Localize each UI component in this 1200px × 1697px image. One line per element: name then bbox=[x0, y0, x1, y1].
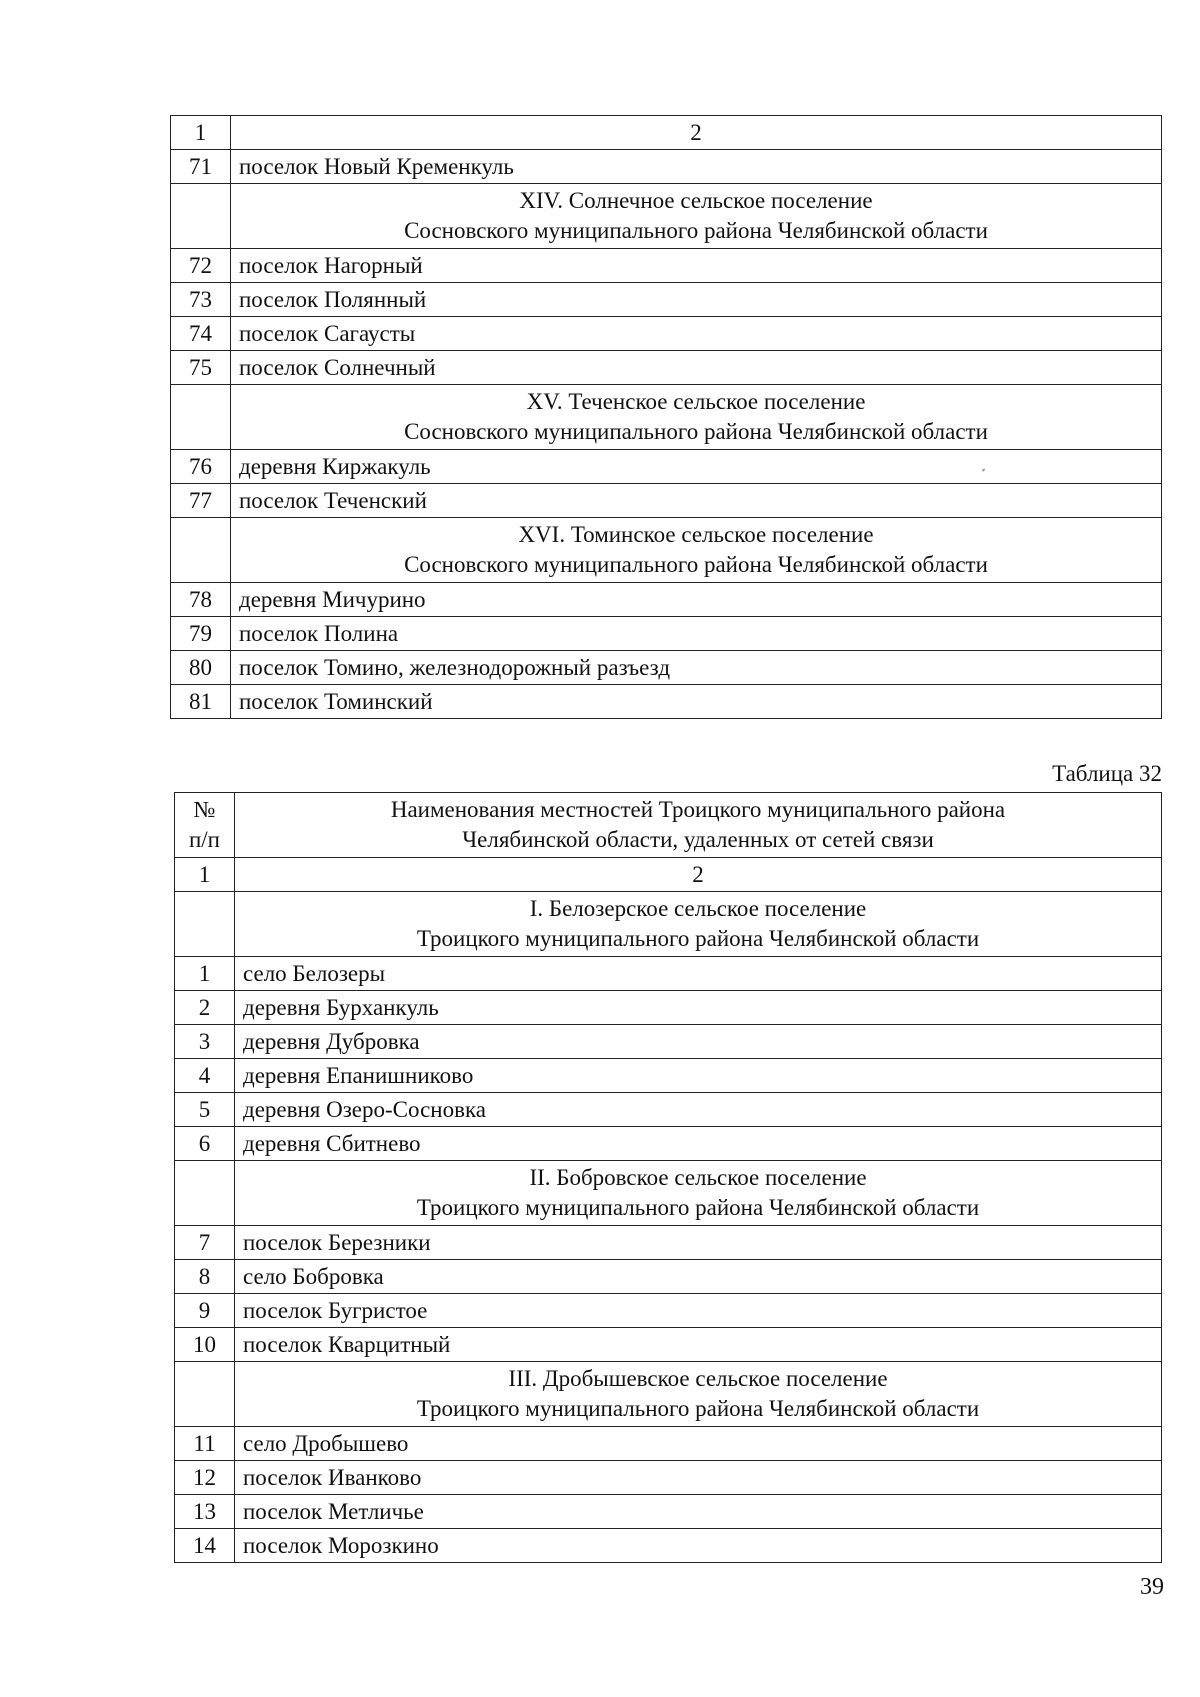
row-number: 14 bbox=[175, 1529, 235, 1563]
table-row bbox=[175, 957, 1162, 991]
header-number-cell bbox=[175, 793, 235, 858]
settlement-name: село Дробышево bbox=[235, 1427, 1162, 1461]
section-district: Сосновского муниципального района Челябинской области bbox=[404, 419, 988, 444]
settlement-name: село Бобровка bbox=[235, 1260, 1162, 1294]
settlement-name: деревня Бурханкуль bbox=[235, 991, 1162, 1025]
row-number: 76 bbox=[171, 450, 231, 484]
table-row bbox=[171, 450, 1162, 484]
table-row bbox=[171, 317, 1162, 351]
section-district: Сосновского муниципального района Челябинской области bbox=[404, 552, 988, 577]
section-number-cell bbox=[171, 385, 231, 450]
section-title: III. Дробышевское сельское поселение bbox=[508, 1366, 888, 1391]
settlement-name: поселок Сагаусты bbox=[231, 317, 1162, 351]
section-header-row bbox=[175, 1362, 1162, 1427]
settlement-name: поселок Полина bbox=[231, 617, 1162, 651]
table-row bbox=[175, 1461, 1162, 1495]
settlement-name: поселок Бугристое bbox=[235, 1294, 1162, 1328]
row-number: 7 bbox=[175, 1226, 235, 1260]
settlement-name: поселок Иванково bbox=[235, 1461, 1162, 1495]
section-title-cell bbox=[231, 385, 1162, 450]
table-row bbox=[175, 1127, 1162, 1161]
section-title: XIV. Солнечное сельское поселение bbox=[519, 188, 873, 213]
row-number: 80 bbox=[171, 651, 231, 685]
row-number: 81 bbox=[171, 685, 231, 719]
row-number: 73 bbox=[171, 283, 231, 317]
settlement-name: поселок Нагорный bbox=[231, 249, 1162, 283]
table-row bbox=[175, 1294, 1162, 1328]
table-row bbox=[175, 1495, 1162, 1529]
table-row bbox=[171, 617, 1162, 651]
row-number: 78 bbox=[171, 583, 231, 617]
header-number-sign: № bbox=[193, 797, 216, 822]
table-row bbox=[175, 1059, 1162, 1093]
table-row bbox=[175, 1260, 1162, 1294]
header-title-line: Наименования местностей Троицкого муниципального района bbox=[390, 797, 1006, 822]
table-row bbox=[171, 685, 1162, 719]
page-number: 39 bbox=[1140, 1574, 1164, 1600]
section-district: Троицкого муниципального района Челябинской области bbox=[416, 1195, 980, 1220]
row-number: 10 bbox=[175, 1328, 235, 1362]
column-number-row bbox=[175, 858, 1162, 892]
settlement-name: село Белозеры bbox=[235, 957, 1162, 991]
table-row bbox=[171, 351, 1162, 385]
table-row bbox=[171, 150, 1162, 184]
section-header-row bbox=[171, 385, 1162, 450]
table-row bbox=[171, 484, 1162, 518]
table-row bbox=[171, 283, 1162, 317]
row-number: 3 bbox=[175, 1025, 235, 1059]
row-number: 79 bbox=[171, 617, 231, 651]
row-number: 2 bbox=[175, 991, 235, 1025]
row-number: 11 bbox=[175, 1427, 235, 1461]
column-number-cell: 1 bbox=[171, 116, 231, 150]
row-number: 12 bbox=[175, 1461, 235, 1495]
settlement-name: деревня Епанишниково bbox=[235, 1059, 1162, 1093]
table-body bbox=[171, 150, 1162, 719]
table-row bbox=[171, 249, 1162, 283]
settlement-name: поселок Полянный bbox=[231, 283, 1162, 317]
row-number: 4 bbox=[175, 1059, 235, 1093]
section-title: I. Белозерское сельское поселение bbox=[529, 896, 867, 921]
section-header-row bbox=[171, 184, 1162, 249]
section-number-cell bbox=[175, 1362, 235, 1427]
settlement-name: поселок Морозкино bbox=[235, 1529, 1162, 1563]
settlement-name: поселок Кварцитный bbox=[235, 1328, 1162, 1362]
table-row bbox=[175, 1093, 1162, 1127]
section-header-row bbox=[175, 892, 1162, 957]
table-head-row bbox=[175, 793, 1162, 858]
header-title-cell bbox=[235, 793, 1162, 858]
section-district: Троицкого муниципального района Челябинской области bbox=[416, 1396, 980, 1421]
row-number: 1 bbox=[175, 957, 235, 991]
table-row bbox=[175, 1226, 1162, 1260]
section-title-cell bbox=[235, 892, 1162, 957]
column-number-cell: 2 bbox=[235, 858, 1162, 892]
settlement-name: поселок Томино, железнодорожный разъезд bbox=[231, 651, 1162, 685]
table-row bbox=[175, 1328, 1162, 1362]
settlement-name: поселок Новый Кременкуль bbox=[231, 150, 1162, 184]
row-number: 6 bbox=[175, 1127, 235, 1161]
row-number: 13 bbox=[175, 1495, 235, 1529]
section-header-row bbox=[171, 518, 1162, 583]
settlement-name: деревня Озеро-Сосновка bbox=[235, 1093, 1162, 1127]
table-row bbox=[171, 583, 1162, 617]
section-district: Сосновского муниципального района Челябинской области bbox=[404, 218, 988, 243]
column-number-cell: 1 bbox=[175, 858, 235, 892]
section-district: Троицкого муниципального района Челябинской области bbox=[416, 926, 980, 951]
settlement-name: деревня Дубровка bbox=[235, 1025, 1162, 1059]
troitsky-settlements-table bbox=[174, 792, 1162, 1563]
table-row bbox=[175, 1427, 1162, 1461]
settlement-name: деревня Мичурино bbox=[231, 583, 1162, 617]
settlement-name: поселок Томинский bbox=[231, 685, 1162, 719]
row-number: 71 bbox=[171, 150, 231, 184]
settlement-name: поселок Березники bbox=[235, 1226, 1162, 1260]
section-title: II. Бобровское сельское поселение bbox=[529, 1165, 867, 1190]
section-header-row bbox=[175, 1161, 1162, 1226]
table-row bbox=[175, 991, 1162, 1025]
section-number-cell bbox=[175, 892, 235, 957]
column-number-row bbox=[171, 116, 1162, 150]
section-title-cell bbox=[235, 1362, 1162, 1427]
table-row bbox=[171, 651, 1162, 685]
section-title: XV. Теченское сельское поселение bbox=[526, 389, 866, 414]
table-row bbox=[175, 1025, 1162, 1059]
column-number-cell: 2 bbox=[231, 116, 1162, 150]
header-title-line: Челябинской области, удаленных от сетей связи bbox=[462, 827, 934, 852]
section-number-cell bbox=[175, 1161, 235, 1226]
section-title-cell bbox=[231, 518, 1162, 583]
settlement-name: поселок Теченский bbox=[231, 484, 1162, 518]
row-number: 72 bbox=[171, 249, 231, 283]
table-caption: Таблица 32 bbox=[1052, 761, 1162, 786]
row-number: 74 bbox=[171, 317, 231, 351]
section-title-cell bbox=[231, 184, 1162, 249]
row-number: 9 bbox=[175, 1294, 235, 1328]
settlement-name: деревня Сбитнево bbox=[235, 1127, 1162, 1161]
settlement-name: поселок Метличье bbox=[235, 1495, 1162, 1529]
table-row bbox=[175, 1529, 1162, 1563]
section-number-cell bbox=[171, 518, 231, 583]
row-number: 77 bbox=[171, 484, 231, 518]
settlement-name: поселок Солнечный bbox=[231, 351, 1162, 385]
row-number: 8 bbox=[175, 1260, 235, 1294]
section-title-cell bbox=[235, 1161, 1162, 1226]
settlement-name: деревня Киржакуль bbox=[231, 450, 1162, 484]
table-body bbox=[175, 892, 1162, 1563]
settlements-table-continued bbox=[170, 115, 1162, 719]
row-number: 5 bbox=[175, 1093, 235, 1127]
section-title: XVI. Томинское сельское поселение bbox=[518, 522, 874, 547]
section-number-cell bbox=[171, 184, 231, 249]
row-number: 75 bbox=[171, 351, 231, 385]
header-number-abbr: п/п bbox=[188, 827, 220, 852]
